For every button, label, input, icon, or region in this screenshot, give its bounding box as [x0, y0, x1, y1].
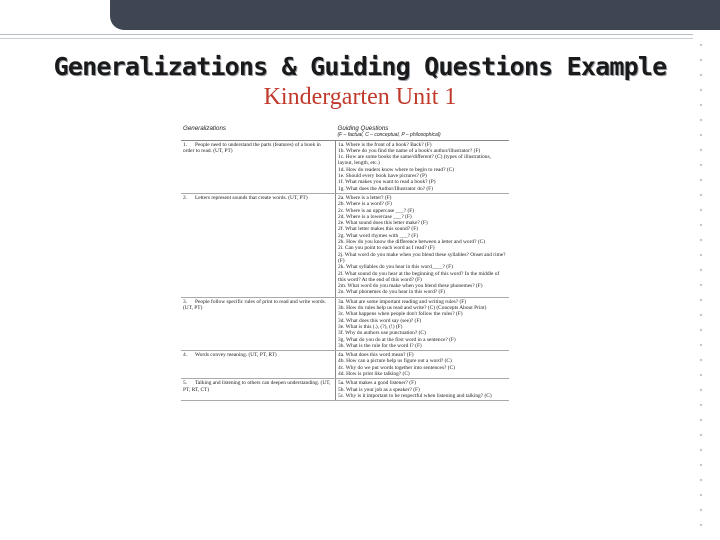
guiding-questions-cell: [336, 379, 510, 401]
guiding-question: 1f. What makes you want to read a book? (P): [338, 179, 436, 186]
generalization-cell: [181, 351, 336, 379]
generalization-number: 3.: [183, 298, 188, 305]
embedded-document: [181, 125, 509, 513]
generalization-number: 2.: [183, 194, 188, 201]
guiding-question: 3d. What does this word say (see)? (F): [338, 317, 422, 324]
guiding-question: 2j. What word do you make when you blend these syllables? Onset and rime? (F): [338, 251, 506, 264]
generalization-text: People follow specific rules of print to read and write words. (UT, PT): [183, 298, 326, 312]
guiding-question: 2g. What word rhymes with ___? (F): [338, 232, 418, 239]
slide-title: Generalizations & Guiding Questions Example: [53, 52, 667, 81]
generalization-text: People need to understand the parts (features) of a book in order to read. (UT, PT): [183, 141, 321, 154]
table-row: [181, 297, 509, 350]
guiding-question: 1d. How do readers know where to begin to read? (C): [338, 166, 455, 173]
guiding-questions-cell: [336, 193, 510, 297]
generalizations-header: Generalizations: [181, 125, 336, 140]
guiding-question: 4a. What does this word mean? (F): [338, 352, 414, 359]
header-rule-secondary: [0, 38, 693, 39]
guiding-question: 1b. Where do you find the name of a book's author/illustrator? (F): [338, 147, 481, 154]
guiding-questions-cell: [336, 351, 510, 379]
guiding-question: 2a. Where is a letter? (F): [338, 194, 392, 201]
guiding-question: 2k. What syllables do you hear in this word____? (F): [338, 264, 453, 271]
guiding-question: 1c. How are some books the same/different? (C) (types of illustrations, layout, length, etc.): [338, 154, 491, 167]
generalization-text: Words convey meaning. (UT, PT, RT): [195, 352, 277, 359]
guiding-question: 3b. How do rules help us read and write? (C) (Concepts About Print): [338, 305, 487, 312]
dotted-border-decoration: [693, 0, 720, 540]
table-row: [181, 351, 509, 379]
generalization-cell: [181, 297, 336, 350]
generalization-number: 5.: [183, 380, 188, 387]
generalization-number: 1.: [183, 141, 188, 148]
guiding-questions-cell: [336, 297, 510, 350]
guiding-question: 4c. Why do we put words together into sentences? (C): [338, 364, 455, 371]
guiding-question: 2b. Where is a word? (F): [338, 201, 392, 208]
generalization-cell: [181, 193, 336, 297]
generalization-number: 4.: [183, 352, 188, 359]
guiding-question: 2l. What sound do you hear at the beginning of this word? In the middle of this word? At the end of this word? (F): [338, 270, 500, 283]
guiding-question: 1a. Where is the front of a book? Back? (F): [338, 141, 432, 148]
guiding-question: 1e. Should every book have pictures? (P): [338, 173, 427, 180]
guiding-question: 2c. Where is an uppercase ___? (F): [338, 207, 415, 214]
question-type-legend: (F – factual, C – conceptual, P – philosophical): [337, 132, 441, 139]
guiding-question: 3c. What happens when people don't follow the rules? (F): [338, 311, 463, 318]
guiding-questions-cell: [336, 140, 510, 193]
guiding-question: 3e. What is this (.), (?), (!) (F): [338, 323, 403, 330]
guiding-question: 5c. Why is it important to be respectful when listening and talking? (C): [338, 392, 492, 399]
header-rule: [0, 34, 693, 35]
generalization-text: Letters represent sounds that create words. (UT, PT): [195, 194, 308, 201]
top-band-dark: [123, 0, 720, 30]
table-row: [181, 379, 509, 401]
table-row: [181, 140, 509, 193]
guiding-question: 2f. What letter makes this sound? (F): [338, 226, 418, 233]
guiding-question: 3f. Why do authors use punctuation? (C): [338, 330, 426, 337]
generalization-cell: [181, 140, 336, 193]
guiding-question: 2d. Where is a lowercase ___? (F): [338, 213, 412, 220]
generalization-cell: [181, 379, 336, 401]
guiding-questions-header: [336, 125, 510, 140]
guiding-question: 3g. What do you do at the first word in a sentence? (F): [338, 336, 456, 343]
guiding-question: 5b. What is your job as a speaker? (F): [338, 386, 420, 393]
guiding-question: 3a. What are some important reading and writing rules? (F): [338, 298, 467, 305]
table-row: [181, 193, 509, 297]
guiding-question: 4d. How is print like talking? (C): [338, 370, 410, 377]
guiding-question: 2i. Can you point to each word as I read? (F): [338, 245, 435, 252]
guiding-question: 1g. What does the Author/Illustrator do? (F): [338, 185, 433, 192]
guiding-question: 2m. What word do you make when you blend these phonemes? (F): [338, 283, 483, 290]
guiding-question: 2h. How do you know the difference between a letter and word? (C): [338, 239, 486, 246]
guiding-question: 4b. How can a picture help us figure out a word? (C): [338, 358, 452, 365]
generalizations-table: [181, 125, 509, 401]
generalization-text: Talking and listening to others can deepen understanding. (UT, PT, RT, CT): [183, 380, 331, 393]
guiding-question: 2n. What phonemes do you hear in this word? (F): [338, 289, 446, 296]
guiding-question: 5a. What makes a good listener? (F): [338, 380, 416, 387]
guiding-question: 3h. What is the rule for the word I? (F): [338, 342, 422, 349]
slide-subtitle: Kindergarten Unit 1: [263, 84, 457, 110]
guiding-question: 2e. What sound does this letter make? (F): [338, 220, 428, 227]
guiding-questions-title: Guiding Questions: [337, 125, 389, 132]
table-header-row: [181, 125, 509, 140]
